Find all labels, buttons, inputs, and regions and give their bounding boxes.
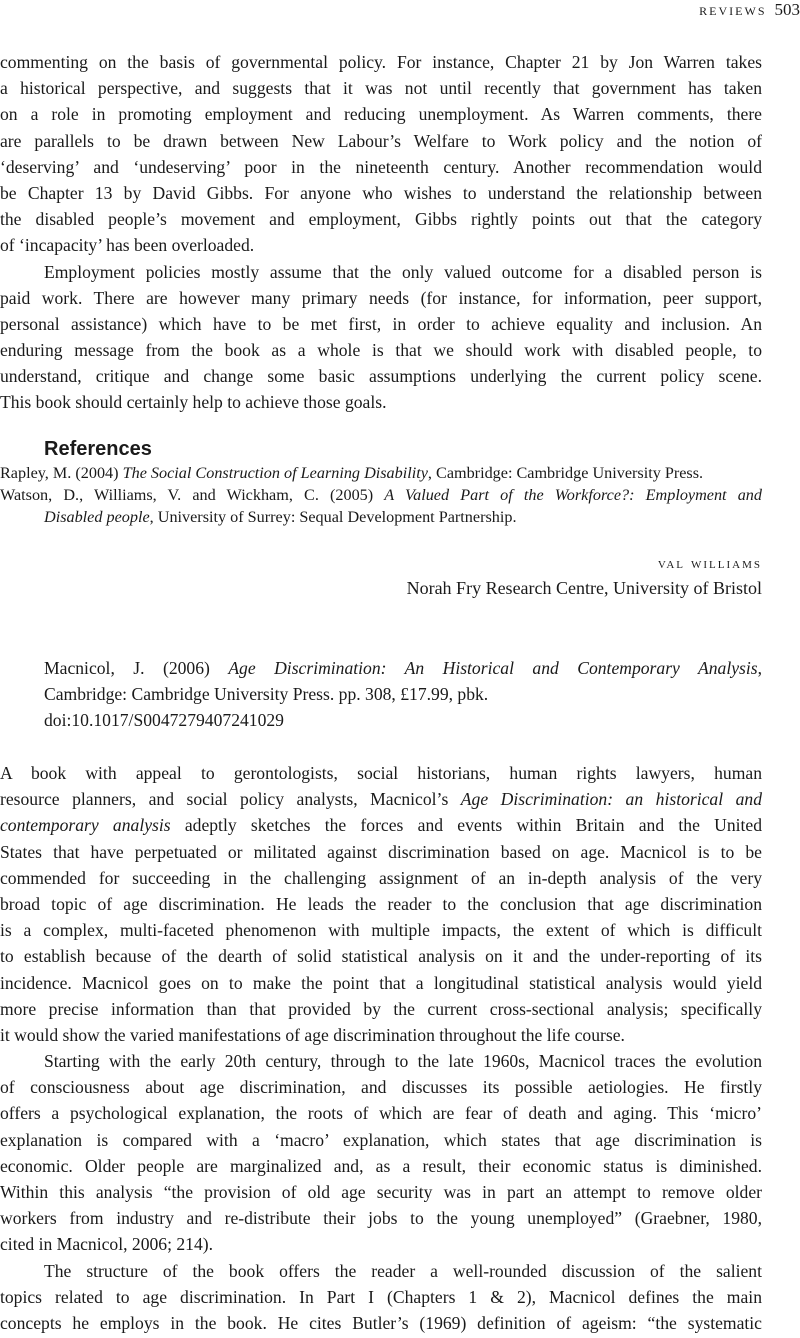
text-line — [44, 655, 762, 681]
paragraph — [0, 760, 762, 1048]
page-number: 503 — [774, 0, 800, 19]
reference-entry — [0, 462, 762, 484]
text-line — [0, 506, 762, 528]
text-segment: Rapley, M. (2004) — [0, 464, 123, 482]
text-segment: understand, critique and change some basic assumptions underlying the current policy scene. — [0, 366, 762, 387]
text-segment: doi:10.1017/S0047279407241029 — [44, 710, 284, 731]
text-segment: , University of Surrey: Sequal Development Partnership. — [149, 508, 517, 526]
text-line — [0, 259, 762, 285]
text-segment: Watson, D., Williams, V. and Wickham, C. (2005) — [0, 486, 385, 504]
text-line — [0, 917, 762, 943]
text-line — [0, 101, 762, 127]
text-segment: A book with appeal to gerontologists, social historians, human rights lawyers, human — [0, 763, 762, 783]
text-segment: enduring message from the book as a whole is that we should work with disabled people, to — [0, 340, 762, 361]
text-line — [0, 49, 762, 75]
italic-title: Age Discrimination: An Historical and Contemporary Analysis — [228, 658, 758, 678]
text-segment: States that have perpetuated or militated against discrimination based on age. Macnicol is to be — [0, 841, 762, 862]
text-segment: personal assistance) which have to be met first, in order to achieve equality and inclusion. An — [0, 313, 762, 334]
text-line — [0, 1100, 762, 1126]
text-segment: Within this analysis “the provision of old age security was in part an attempt to remove older — [0, 1182, 762, 1202]
text-segment: it would show the varied manifestations of age discrimination throughout the life course. — [0, 1024, 625, 1045]
text-line — [0, 206, 762, 232]
text-line — [0, 943, 762, 969]
text-line — [44, 681, 762, 707]
text-line — [0, 839, 762, 865]
text-segment: commended for succeeding in the challenging assignment of an in-depth analysis of the very — [0, 867, 762, 888]
text-segment: are parallels to be drawn between New Labour’s Welfare to Work policy and the notion of — [0, 130, 762, 151]
italic-title: The Social Construction of Learning Disability — [122, 464, 428, 482]
text-line — [0, 891, 762, 917]
text-line — [0, 75, 762, 101]
text-segment: economic. Older people are marginalized and, as a result, their economic status is diminished. — [0, 1155, 762, 1176]
text-segment: of consciousness about age discrimination, and discusses its possible aetiologies. He firstly — [0, 1077, 762, 1098]
text-segment: Starting with the early 20th century, through to the late 1960s, Macnicol traces the evolution — [44, 1051, 762, 1072]
text-segment: , Cambridge: Cambridge University Press. — [427, 464, 704, 482]
text-segment: is a complex, multi-faceted phenomenon with multiple impacts, the extent of which is difficult — [0, 920, 762, 941]
text-line — [0, 996, 762, 1022]
text-line — [0, 337, 762, 363]
text-segment: , — [757, 658, 762, 678]
italic-title: A Valued Part of the Workforce?: Employment and — [384, 486, 762, 504]
text-line — [0, 970, 762, 996]
text-line — [0, 363, 762, 389]
reviewer-affiliation: Norah Fry Research Centre, University of Bristol — [406, 578, 762, 598]
text-line — [0, 389, 762, 415]
text-line — [0, 1231, 762, 1257]
text-segment: offers a psychological explanation, the roots of which are fear of death and aging. This ‘micro’ — [0, 1103, 762, 1124]
text-segment: concepts he employs in the book. He cites Butler’s (1969) definition of ageism: “the systematic — [0, 1312, 762, 1333]
text-line — [0, 1022, 762, 1048]
text-segment: on a role in promoting employment and reducing unemployment. As Warren comments, there — [0, 104, 762, 125]
text-segment: cited in Macnicol, 2006; 214). — [0, 1234, 214, 1255]
text-segment: Cambridge: Cambridge University Press. pp. 308, £17.99, pbk. — [44, 684, 489, 705]
text-segment: broad topic of age discrimination. He leads the reader to the conclusion that age discrimination — [0, 893, 762, 914]
text-segment: ‘deserving’ and ‘undeserving’ poor in the nineteenth century. Another recommendation would — [0, 156, 762, 177]
text-segment: paid work. There are however many primary needs (for instance, for information, peer support, — [0, 287, 762, 308]
text-segment: more precise information than that provided by the current cross-sectional analysis; specifically — [0, 998, 762, 1019]
text-segment: of ‘incapacity’ has been overloaded. — [0, 235, 255, 256]
text-segment: be Chapter 13 by David Gibbs. For anyone who wishes to understand the relationship between — [0, 182, 762, 203]
text-line — [0, 1205, 762, 1231]
text-line — [0, 285, 762, 311]
text-line — [0, 1179, 762, 1205]
text-segment: This book should certainly help to achieve those goals. — [0, 392, 387, 413]
italic-title: Age Discrimination: an historical and — [460, 789, 763, 810]
text-segment: resource planners, and social policy analysts, Macnicol’s — [0, 789, 461, 810]
text-line — [0, 128, 762, 154]
text-line — [0, 865, 762, 891]
text-line — [0, 311, 762, 337]
text-segment: commenting on the basis of governmental policy. For instance, Chapter 21 by Jon Warren takes — [0, 52, 762, 72]
review-body-continued — [0, 49, 762, 416]
paragraph — [0, 1048, 762, 1258]
text-segment: incidence. Macnicol goes on to make the point that a longitudinal statistical analysis would yield — [0, 972, 762, 993]
book-citation — [44, 655, 762, 734]
text-line — [0, 462, 762, 484]
text-segment: The structure of the book offers the reader a well-rounded discussion of the salient — [44, 1260, 762, 1281]
text-line — [44, 707, 762, 733]
text-segment: a historical perspective, and suggests that it was not until recently that government has taken — [0, 78, 762, 99]
text-line — [0, 1284, 762, 1310]
text-segment: the disabled people’s movement and employment, Gibbs rightly points out that the category — [0, 209, 762, 230]
review-body — [0, 760, 762, 1336]
italic-title: contemporary analysis — [0, 815, 171, 836]
text-line — [0, 1310, 762, 1336]
paragraph — [0, 259, 762, 416]
text-segment: topics related to age discrimination. In Part I (Chapters 1 & 2), Macnicol defines the main — [0, 1286, 762, 1307]
text-line — [0, 1074, 762, 1100]
text-segment: workers from industry and re-distribute their jobs to the young unemployed” (Graebner, 1980, — [0, 1208, 762, 1229]
text-line — [0, 154, 762, 180]
text-line — [0, 1258, 762, 1284]
text-line — [0, 232, 762, 258]
running-head — [699, 0, 800, 20]
running-head-section: reviews — [699, 0, 767, 19]
text-line — [0, 1048, 762, 1074]
text-line — [0, 786, 762, 812]
text-line — [0, 180, 762, 206]
references-heading: References — [44, 438, 152, 460]
italic-title: Disabled people — [44, 508, 150, 526]
paragraph — [0, 1258, 762, 1337]
text-segment: to establish because of the dearth of solid statistical analysis on it and the under-reporting of its — [0, 946, 762, 967]
text-line — [0, 812, 762, 838]
text-segment: explanation is compared with a ‘macro’ explanation, which states that age discrimination is — [0, 1129, 762, 1150]
paragraph — [0, 49, 762, 259]
references-list — [0, 462, 762, 528]
reference-entry — [0, 484, 762, 528]
text-line — [0, 1127, 762, 1153]
text-line — [0, 1153, 762, 1179]
text-segment: Employment policies mostly assume that the only valued outcome for a disabled person is — [44, 261, 762, 282]
text-segment: adeptly sketches the forces and events within Britain and the United — [170, 815, 762, 836]
text-line — [0, 760, 762, 786]
text-segment: Macnicol, J. (2006) — [44, 658, 229, 678]
reviewer-name: val williams — [657, 555, 762, 572]
text-line — [0, 484, 762, 506]
